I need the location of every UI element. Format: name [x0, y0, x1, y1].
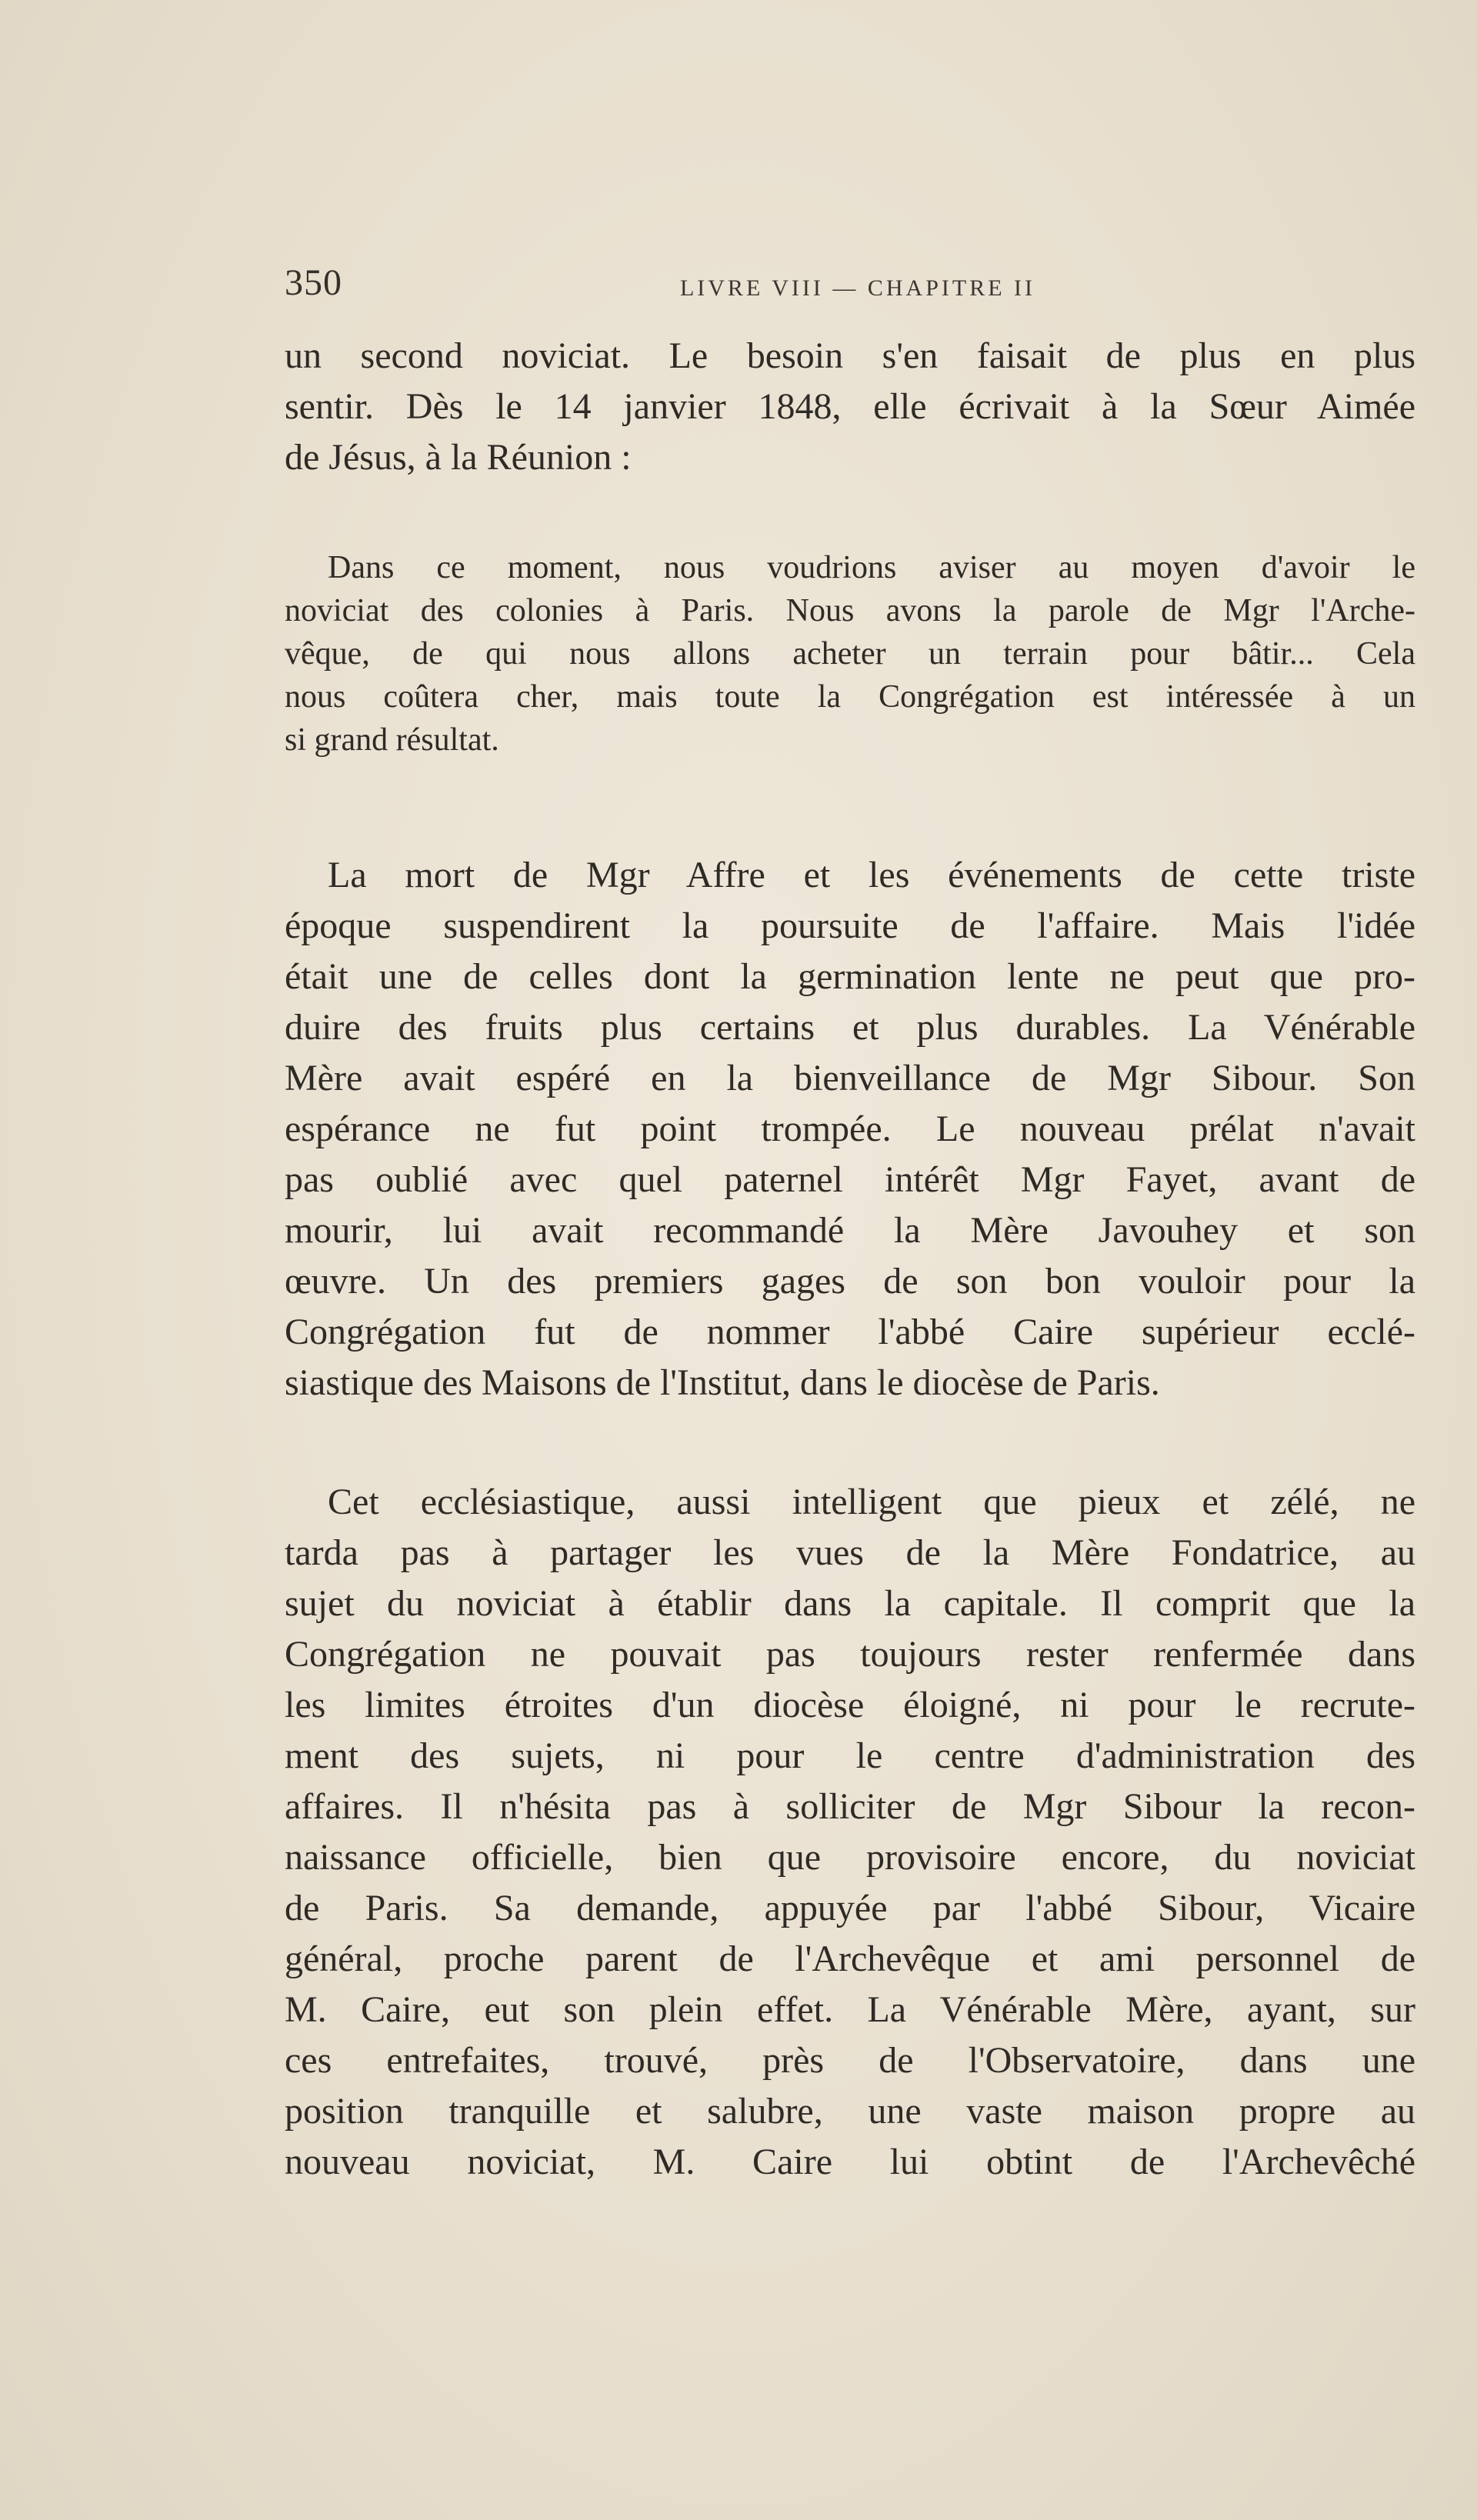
text-line: sentir. Dès le 14 janvier 1848, elle écrivait à la Sœur Aimée	[285, 386, 1415, 427]
text-line: nouveau noviciat, M. Caire lui obtint de l'Archevêché	[285, 2142, 1415, 2182]
text-line: duire des fruits plus certains et plus durables. La Vénérable	[285, 1007, 1415, 1048]
quote-line: si grand résultat.	[285, 722, 499, 758]
text-line: de Paris. Sa demande, appuyée par l'abbé Sibour, Vicaire	[285, 1888, 1415, 1928]
text-line: œuvre. Un des premiers gages de son bon vouloir pour la	[285, 1261, 1415, 1302]
text-line: était une de celles dont la germination lente ne peut que pro-	[285, 956, 1415, 997]
text-line: Mère avait espéré en la bienveillance de Mgr Sibour. Son	[285, 1058, 1415, 1098]
text-line: de Jésus, à la Réunion :	[285, 437, 632, 478]
text-line: espérance ne fut point trompée. Le nouveau prélat n'avait	[285, 1108, 1415, 1149]
text-line: un second noviciat. Le besoin s'en faisait de plus en plus	[285, 335, 1415, 376]
text-line: tarda pas à partager les vues de la Mère Fondatrice, au	[285, 1532, 1415, 1573]
text-line: mourir, lui avait recommandé la Mère Javouhey et son	[285, 1210, 1415, 1251]
text-line: siastique des Maisons de l'Institut, dans le diocèse de Paris.	[285, 1362, 1160, 1403]
quotation-block	[285, 546, 1415, 762]
text-line: les limites étroites d'un diocèse éloigné, ni pour le recrute-	[285, 1685, 1415, 1725]
quote-line: Dans ce moment, nous voudrions aviser au moyen d'avoir le	[328, 550, 1415, 585]
paragraph-mgr-affre	[285, 850, 1415, 1408]
text-line: pas oublié avec quel paternel intérêt Mgr Fayet, avant de	[285, 1159, 1415, 1200]
text-line: La mort de Mgr Affre et les événements de cette triste	[328, 855, 1415, 895]
text-line: M. Caire, eut son plein effet. La Vénérable Mère, ayant, sur	[285, 1989, 1415, 2030]
text-line: ces entrefaites, trouvé, près de l'Observatoire, dans une	[285, 2040, 1415, 2081]
text-line: sujet du noviciat à établir dans la capitale. Il comprit que la	[285, 1583, 1415, 1624]
text-line: affaires. Il n'hésita pas à solliciter de Mgr Sibour la recon-	[285, 1786, 1415, 1827]
text-line: époque suspendirent la poursuite de l'affaire. Mais l'idée	[285, 905, 1415, 946]
paragraph-ecclesiastique	[285, 1477, 1415, 2188]
text-line: naissance officielle, bien que provisoire encore, du noviciat	[285, 1837, 1415, 1878]
text-line: Congrégation ne pouvait pas toujours rester renfermée dans	[285, 1634, 1415, 1675]
text-line: Congrégation fut de nommer l'abbé Caire supérieur ecclé-	[285, 1312, 1415, 1352]
page-header	[285, 262, 1415, 308]
paragraph-intro	[285, 331, 1415, 483]
page-number: 350	[285, 262, 342, 303]
text-line: Cet ecclésiastique, aussi intelligent que pieux et zélé, ne	[328, 1482, 1415, 1522]
quote-line: noviciat des colonies à Paris. Nous avons la parole de Mgr l'Arche-	[285, 593, 1415, 628]
text-line: ment des sujets, ni pour le centre d'administration des	[285, 1735, 1415, 1776]
text-line: général, proche parent de l'Archevêque et ami personnel de	[285, 1938, 1415, 1979]
quote-line: vêque, de qui nous allons acheter un terrain pour bâtir... Cela	[285, 636, 1415, 672]
running-head: LIVRE VIII — CHAPITRE II	[679, 275, 1036, 301]
text-line: position tranquille et salubre, une vaste maison propre au	[285, 2091, 1415, 2132]
quote-line: nous coûtera cher, mais toute la Congrégation est intéressée à un	[285, 679, 1415, 715]
